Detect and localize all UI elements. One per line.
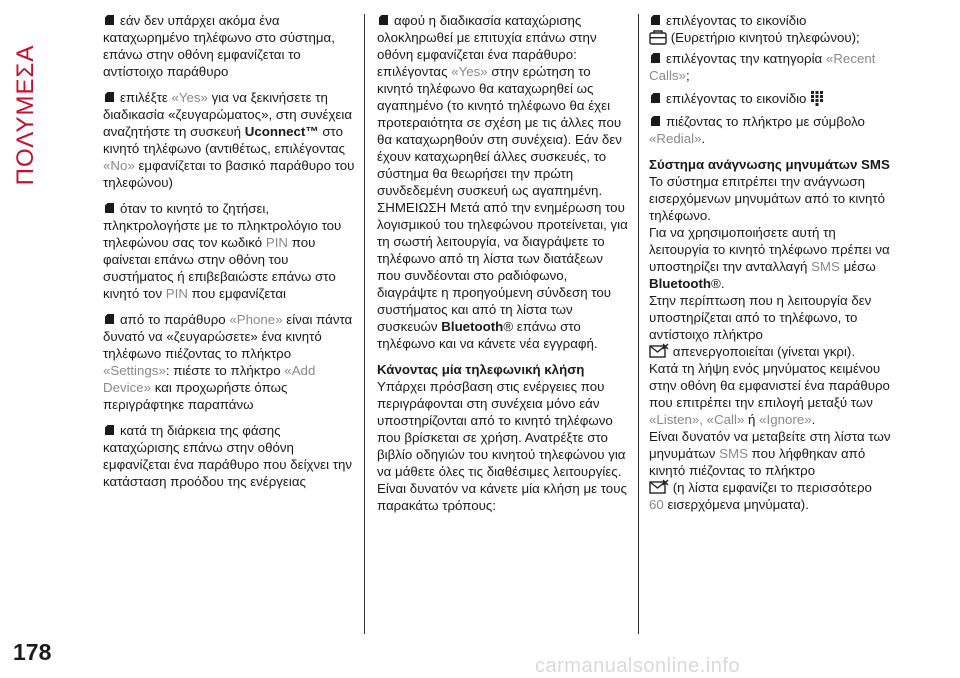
paragraph: Κατά τη λήψη ενός μηνύματος κειμένου στην οθόνη θα εμφανιστεί ένα παράθυρο που επιτρέπει την επιλογή μεταξύ των «Listen», «Call» ή «Ignore».: [649, 361, 890, 427]
section-heading: Σύστημα ανάγνωσης μηνυμάτων SMS: [649, 157, 890, 172]
column-divider: [364, 14, 365, 634]
bullet-icon: [105, 425, 114, 435]
list-item: επιλέξτε «Yes» για να ξεκινήσετε τη διαδικασία «ζευγαρώματος», στη συνέχεια αναζητήστε τη συσκευή Uconnect™ στο κινητό τηλέφωνο (αντιθέτως, επιλέγοντας «No» εμφανίζεται το βασικό παράθυρο του τηλεφώνου): [103, 90, 355, 190]
note-paragraph: ΣΗΜΕΙΩΣΗ Μετά από την ενημέρωση του λογισμικού του τηλεφώνου προτείνεται, για τη σωστή λειτουργία, να διαγράψετε το τηλέφωνο από τη λίστα των διατάξεων που συνδέονται στο ραδιόφωνο, διαγράψτε η προηγούμενη σύνδεση του συστήματος και από τη λίστα των συσκευών Bluetooth® επάνω στο τηλέφωνο και να κάνετε νέα εγγραφή.: [377, 200, 628, 351]
list-item: όταν το κινητό το ζητήσει, πληκτρολογήστε με το πληκτρολόγιο του τηλεφώνου σας τον κωδικό PIN που φαίνεται επάνω στην οθόνη του συστήματος ή επιβεβαιώστε επάνω στο κινητό τον PIN που εμφανίζεται: [103, 201, 342, 301]
paragraph: Για να χρησιμοποιήσετε αυτή τη λειτουργία το κινητό τηλέφωνο πρέπει να υποστηρίζει την ανταλλαγή SMS μέσω Bluetooth®. Στην περίπτωση που η λειτουργία δεν υποστηρίζεται από το τηλέφωνο, το αντίστοιχο πλήκτρο απενεργοποιείται (γίνεται γκρι).: [649, 225, 890, 359]
paragraph: Είναι δυνατόν να κάνετε μία κλήση με τους παρακάτω τρόπους:: [377, 481, 627, 513]
list-item: από το παράθυρο «Phone» είναι πάντα δυνατό να «ζευγαρώσετε» ένα κινητό τηλέφωνο πιέζοντας το πλήκτρο «Settings»: πιέστε το πλήκτρο «Add Device» και προχωρήστε όπως περιγράφτηκε παραπάνω: [103, 312, 353, 412]
bullet-icon: [105, 314, 114, 324]
bullet-icon: [105, 92, 114, 102]
section-label: ΠΟΛΥΜΕΣΑ: [12, 44, 39, 186]
bullet-icon: [105, 203, 114, 213]
column-middle: [377, 12, 630, 523]
bullet-icon: [651, 53, 660, 63]
list-item: επιλέγοντας το εικονίδιο (Ευρετήριο κινητού τηλεφώνου);: [649, 12, 899, 46]
bullet-icon: [651, 116, 660, 126]
section-heading: Κάνοντας μία τηλεφωνική κλήση: [377, 362, 585, 377]
bullet-icon: [379, 15, 388, 25]
list-item: εάν δεν υπάρχει ακόμα ένα καταχωρημένο τηλέφωνο στο σύστημα, επάνω στην οθόνη εμφανίζεται το αντίστοιχο παράθυρο: [103, 13, 335, 79]
watermark: carmanualsonline.info: [535, 655, 741, 677]
list-item: αφού η διαδικασία καταχώρισης ολοκληρωθεί με επιτυχία επάνω στην οθόνη εμφανίζεται ένα παράθυρο: επιλέγοντας «Yes» στην ερώτηση το κινητό τηλέφωνο θα καταχωρηθεί ως αγαπημένο (το κινητό τηλέφωνο θα έχει προτεραιότητα σε σχέση με τις άλλες που θα καταχωρηθούν στη συνέχεια). Εάν δεν έχουν καταχωρηθεί άλλες συσκευές, το σύστημα θα θεωρήσει την πρώτη συνδεδεμένη συσκευή ως αγαπημένη.: [377, 13, 622, 198]
bullet-icon: [105, 15, 114, 25]
page-number: 178: [13, 639, 52, 665]
phonebook-icon: [649, 29, 667, 45]
paragraph: Το σύστημα επιτρέπει την ανάγνωση εισερχόμενων μηνυμάτων από το κινητό τηλέφωνο.: [649, 174, 886, 223]
keypad-icon: [810, 90, 824, 106]
column-divider: [638, 14, 639, 634]
bullet-icon: [651, 93, 660, 103]
list-item: επιλέγοντας το εικονίδιο: [649, 90, 899, 107]
list-item: κατά τη διάρκεια της φάσης καταχώρισης επάνω στην οθόνη εμφανίζεται ένα παράθυρο που δείχνει την κατάσταση προόδου της ενέργειας: [103, 423, 353, 489]
list-item: πιέζοντας το πλήκτρο με σύμβολο «Redial».: [649, 114, 865, 146]
paragraph: Είναι δυνατόν να μεταβείτε στη λίστα των μηνυμάτων SMS που λήφθηκαν από κινητό πιέζοντας το πλήκτρο (η λίστα εμφανίζει το περισσότερο 60 εισερχόμενα μηνύματα).: [649, 429, 891, 512]
bullet-icon: [651, 15, 660, 25]
sms-message-icon: [649, 343, 669, 359]
column-right: [649, 12, 899, 522]
column-left: [103, 12, 355, 499]
list-item: επιλέγοντας την κατηγορία «Recent Calls»;: [649, 51, 876, 83]
paragraph: Υπάρχει πρόσβαση στις ενέργειες που περιγράφονται στη συνέχεια μόνο εάν υποστηρίζονται από το κινητό τηλέφωνο που βρίσκεται σε χρήση. Ανατρέξτε στο βιβλίο οδηγιών του κινητού τηλεφώνου για να μάθετε όλες τις διαθέσιμες λειτουργίες.: [377, 379, 626, 479]
sms-list-icon: [649, 479, 669, 495]
